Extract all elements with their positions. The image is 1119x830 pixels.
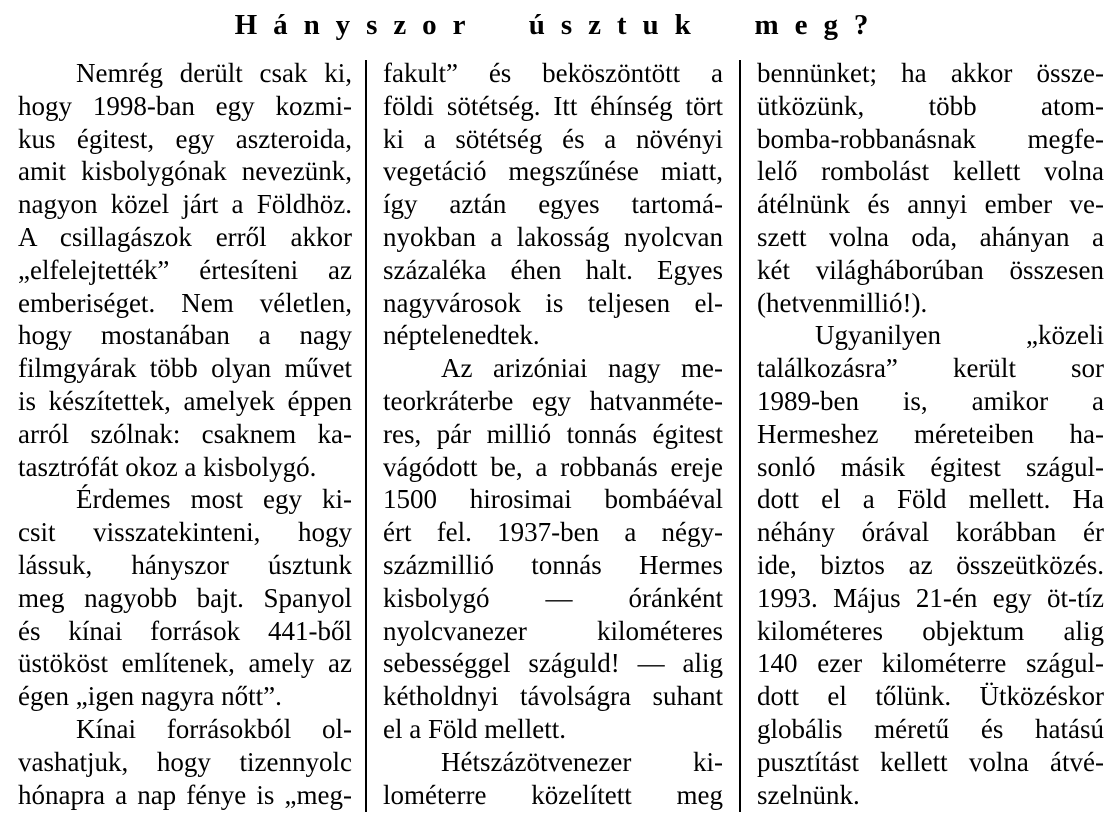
text-line: A csillagászok erről akkor: [18, 221, 352, 252]
text-line: vágódott be, a robbanás ereje: [383, 451, 723, 482]
text-line: szelnünk.: [757, 779, 860, 810]
text-line: (hetvenmillió!).: [757, 287, 928, 318]
text-line: lométerre közelített meg: [383, 779, 723, 810]
text-line: lássuk, hányszor úsztunk: [18, 549, 352, 580]
text-line: Ugyanilyen „közeli: [815, 320, 1104, 351]
text-line: emberiséget. Nem véletlen,: [18, 287, 352, 318]
column-divider: [365, 60, 367, 812]
text-line: átélnünk és annyi ember ve-: [757, 189, 1104, 220]
text-line: vashatjuk, hogy tizennyolc: [18, 746, 352, 777]
column-divider: [739, 60, 741, 812]
text-line: Hétszázötvenezer ki-: [441, 746, 723, 777]
text-line: dott el tőlünk. Ütközéskor: [757, 681, 1104, 712]
text-line: ért fel. 1937-ben a négy-: [383, 517, 723, 548]
text-line: kétholdnyi távolságra suhant: [383, 681, 723, 712]
text-line: nagyon közel járt a Földhöz.: [18, 189, 352, 220]
text-line: ütközünk, több atom-: [757, 90, 1104, 121]
text-line: hogy mostanában a nagy: [18, 320, 352, 351]
text-line: nagyvárosok is teljesen el-: [383, 287, 723, 318]
text-line: globális méretű és hatású: [757, 713, 1104, 744]
text-line: amit kisbolygónak nevezünk,: [18, 156, 352, 187]
article-column-1: [18, 57, 352, 811]
text-line: üstököst említenek, amely az: [18, 648, 352, 679]
text-line: teorkráterbe egy hatvanméte-: [383, 385, 723, 416]
text-line: szett volna oda, ahányan a: [757, 221, 1104, 252]
article-column-2: [383, 57, 723, 811]
text-line: tasztrófát okoz a kisbolygó.: [18, 451, 317, 482]
text-line: Nemrég derült csak ki,: [76, 58, 352, 88]
text-line: néhány órával korábban ér: [757, 517, 1104, 548]
text-line: 1993. Május 21-én egy öt-tíz: [757, 582, 1104, 613]
text-line: százaléka éhen halt. Egyes: [383, 254, 723, 285]
text-line: találkozásra” került sor: [757, 353, 1104, 384]
text-line: Érdemes most egy ki-: [76, 484, 352, 515]
text-line: el a Föld mellett.: [383, 713, 566, 744]
text-line: hónapra a nap fénye is „meg-: [18, 779, 352, 810]
text-line: nyolcvanezer kilométeres: [383, 615, 723, 646]
text-line: két világháborúban összesen: [757, 254, 1104, 285]
text-line: kilométeres objektum alig: [757, 615, 1104, 646]
text-line: így aztán egyes tartomá-: [383, 189, 723, 220]
text-line: dott el a Föld mellett. Ha: [757, 484, 1104, 515]
article-title: Hányszor úsztuk meg?: [234, 9, 885, 41]
text-line: égen „igen nagyra nőtt”.: [18, 681, 282, 712]
text-line: hogy 1998-ban egy kozmi-: [18, 90, 352, 121]
text-line: kus égitest, egy aszteroida,: [18, 123, 352, 154]
article-columns: [0, 57, 1119, 812]
text-line: filmgyárak több olyan művet: [18, 353, 352, 384]
text-line: kisbolygó — óránként: [383, 582, 723, 613]
text-line: arról szólnak: csaknem ka-: [18, 418, 352, 449]
text-line: csit visszatekinteni, hogy: [18, 517, 352, 548]
text-line: „elfelejtették” értesíteni az: [18, 254, 352, 285]
text-line: földi sötétség. Itt éhínség tört: [383, 90, 723, 121]
text-line: nyokban a lakosság nyolcvan: [383, 221, 723, 252]
text-line: res, pár millió tonnás égitest: [383, 418, 723, 449]
text-line: 1500 hirosimai bombáéval: [383, 484, 723, 515]
text-line: és kínai források 441-ből: [18, 615, 352, 646]
text-line: 1989-ben is, amikor a: [757, 385, 1104, 416]
text-line: sebességgel száguld! — alig: [383, 648, 723, 679]
text-line: sonló másik égitest szágul-: [757, 451, 1104, 482]
text-line: Kínai forrásokból ol-: [76, 713, 352, 744]
text-line: vegetáció megszűnése miatt,: [383, 156, 723, 187]
text-line: bennünket; ha akkor össze-: [757, 58, 1104, 88]
text-line: bomba-robbanásnak megfe-: [757, 123, 1104, 154]
text-line: Az arizóniai nagy me-: [441, 353, 723, 384]
text-line: meg nagyobb bajt. Spanyol: [18, 582, 352, 613]
text-line: Hermeshez méreteiben ha-: [757, 418, 1104, 449]
text-line: százmillió tonnás Hermes: [383, 549, 723, 580]
text-line: fakult” és beköszöntött a: [383, 58, 723, 88]
text-line: is készítettek, amelyek éppen: [18, 385, 352, 416]
text-line: ki a sötétség és a növényi: [383, 123, 723, 154]
text-line: 140 ezer kilométerre szágul-: [757, 648, 1104, 679]
text-line: pusztítást kellett volna átvé-: [757, 746, 1104, 777]
text-line: lelő rombolást kellett volna: [757, 156, 1104, 187]
text-line: néptelenedtek.: [383, 320, 540, 351]
article-column-3: [757, 57, 1104, 811]
text-line: ide, biztos az összeütközés.: [757, 549, 1104, 580]
